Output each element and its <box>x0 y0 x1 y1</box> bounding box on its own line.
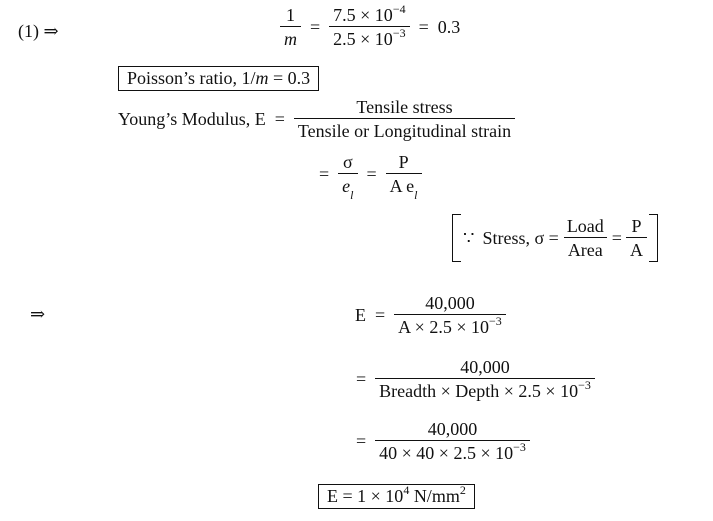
equals-sign: = <box>274 109 285 129</box>
equals-sign: = <box>611 228 622 248</box>
fraction-numerator: 40,000 <box>427 419 478 439</box>
fraction-denominator: Tensile or Longitudinal strain <box>294 118 515 140</box>
fraction-numerator: σ <box>342 152 353 172</box>
one-over-m-fraction <box>280 6 301 48</box>
fraction-numerator: $7.5 \times 10^{-4}$ <box>333 2 406 25</box>
fraction-numerator: Tensile stress <box>356 97 453 117</box>
fraction-denominator: Area <box>564 237 607 259</box>
equals-sign: = <box>356 369 367 389</box>
equals-sign: = <box>310 17 321 37</box>
because-note <box>452 214 658 262</box>
fraction-denominator: A $e_l$ <box>386 173 422 195</box>
fraction-denominator: $40 \times 40 \times 2.5 \times 10^{-3}$ <box>375 440 530 462</box>
sigma-over-strain-fraction <box>338 152 357 202</box>
equals-sign: = <box>418 17 429 37</box>
youngs-modulus-definition <box>118 98 515 140</box>
equals-sign: = <box>319 164 330 184</box>
strain-ratio-fraction <box>329 2 409 49</box>
poisson-ratio-result-box: Poisson’s ratio, 1/m = 0.3 <box>118 66 319 91</box>
calc-fraction <box>375 358 595 400</box>
fraction-denominator: $A \times 2.5 \times 10^{-3}$ <box>394 314 506 336</box>
stress-over-strain-fraction <box>294 98 515 140</box>
step1-equation <box>280 2 461 49</box>
sigma-equation <box>310 152 422 202</box>
fraction-numerator: 40,000 <box>425 293 475 313</box>
equals-sign: = <box>356 431 367 451</box>
equals-sign: = <box>375 305 386 325</box>
p-over-a-fraction <box>626 217 647 259</box>
fraction-denominator: $e_l$ <box>338 173 357 195</box>
fraction-denominator: A <box>626 237 647 259</box>
youngs-modulus-label: Young’s Modulus, E <box>118 109 266 129</box>
calc-fraction <box>375 420 530 462</box>
fraction-numerator: Load <box>566 216 604 236</box>
fraction-denominator: Breadth × Depth × $2.5 \times 10^{-3}$ <box>375 378 595 400</box>
fraction-numerator: P <box>398 152 409 172</box>
youngs-modulus-result-box: $E = 1 \times 10^4$ $N/mm^2$ <box>318 484 475 509</box>
youngs-calc-line-1 <box>355 294 506 336</box>
because-text: Stress, σ = <box>482 228 559 248</box>
youngs-calc-line-3 <box>347 420 530 462</box>
fraction-numerator: 40,000 <box>460 357 510 377</box>
fraction-numerator: P <box>631 216 642 236</box>
because-symbol: ∵ <box>463 228 475 248</box>
step1-label: (1) ⇒ <box>18 21 59 41</box>
fraction-numerator: 1 <box>286 5 295 25</box>
load-over-area-strain-fraction <box>386 152 422 202</box>
equals-sign: = <box>366 164 377 184</box>
calc-fraction <box>394 294 506 336</box>
fraction-denominator: m <box>280 26 301 48</box>
square-bracket <box>452 214 658 262</box>
poisson-result-value: 0.3 <box>437 17 461 37</box>
implies-symbol: ⇒ <box>30 304 46 324</box>
e-symbol: E <box>355 305 366 325</box>
fraction-denominator: $2.5 \times 10^{-3}$ <box>329 26 409 48</box>
youngs-calc-line-2 <box>347 358 595 400</box>
load-over-area-fraction <box>563 217 608 259</box>
